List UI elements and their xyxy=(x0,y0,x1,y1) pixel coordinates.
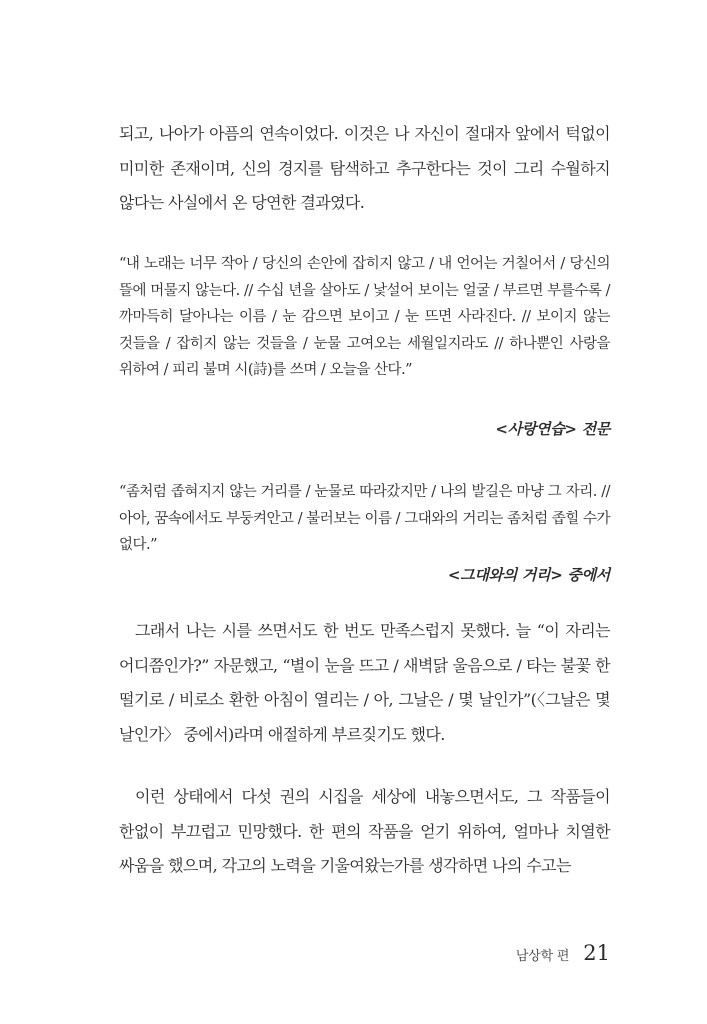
poem-quote-1-source: <사랑연습> 전문 xyxy=(495,420,610,438)
poem-quote-2: “좀처럼 좁혀지지 않는 거리를 / 눈물로 따라갔지만 / 나의 발길은 마냥 그 자리. // 아아, 꿈속에서도 부둥켜안고 / 불러보는 이름 / 그대와의 거리는 좀처럼 좁힐 수가 없다.” xyxy=(119,484,610,554)
page-number: 21 xyxy=(583,941,610,965)
paragraph-3: 이런 상태에서 다섯 권의 시집을 세상에 내놓으면서도, 그 작품들이 한없이 부끄럽고 민망했다. 한 편의 작품을 얻기 위하여, 얼마나 치열한 싸움을 했으며, 각고의 노력을 기울여왔는가를 생각하면 나의 수고는 xyxy=(119,787,610,875)
page-footer xyxy=(516,941,610,965)
poem-quote-2-source: <그대와의 거리> 중에서 xyxy=(447,566,610,584)
poem-quote-1: “내 노래는 너무 작아 / 당신의 손안에 잡히지 않고 / 내 언어는 거칠어서 / 당신의 뜰에 머물지 않는다. // 수십 년을 살아도 / 낯설어 보이는 얼굴 / 부르면 부를수록 / 까마득히 달아나는 이름 / 눈 감으면 보이고 / 눈 뜨면 사라진다. // 보이지 않는 것들을 / 잡히지 않는 것들을 / 눈물 고여오는 세월일지라도 // 하나뿐인 사랑을 위하여 / 피리 불며 시(詩)를 쓰며 / 오늘을 산다.” xyxy=(119,256,610,379)
paragraph-1: 되고, 나아가 아픔의 연속이었다. 이것은 나 자신이 절대자 앞에서 턱없이 미미한 존재이며, 신의 경지를 탐색하고 추구한다는 것이 그리 수월하지 않다는 사실에서 온 당연한 결과였다. xyxy=(119,124,610,212)
running-footer-section: 남상학 편 xyxy=(515,949,570,964)
paragraph-2: 그래서 나는 시를 쓰면서도 한 번도 만족스럽지 못했다. 늘 “이 자리는 어디쯤인가?” 자문했고, “별이 눈을 뜨고 / 새벽닭 울음으로 / 타는 불꽃 한 떨기로 / 비로소 환한 아침이 열리는 / 아, 그날은 / 몇 날인가”(〈그날은 몇 날인가〉 중에서)라며 애절하게 부르짖기도 했다. xyxy=(119,621,610,744)
